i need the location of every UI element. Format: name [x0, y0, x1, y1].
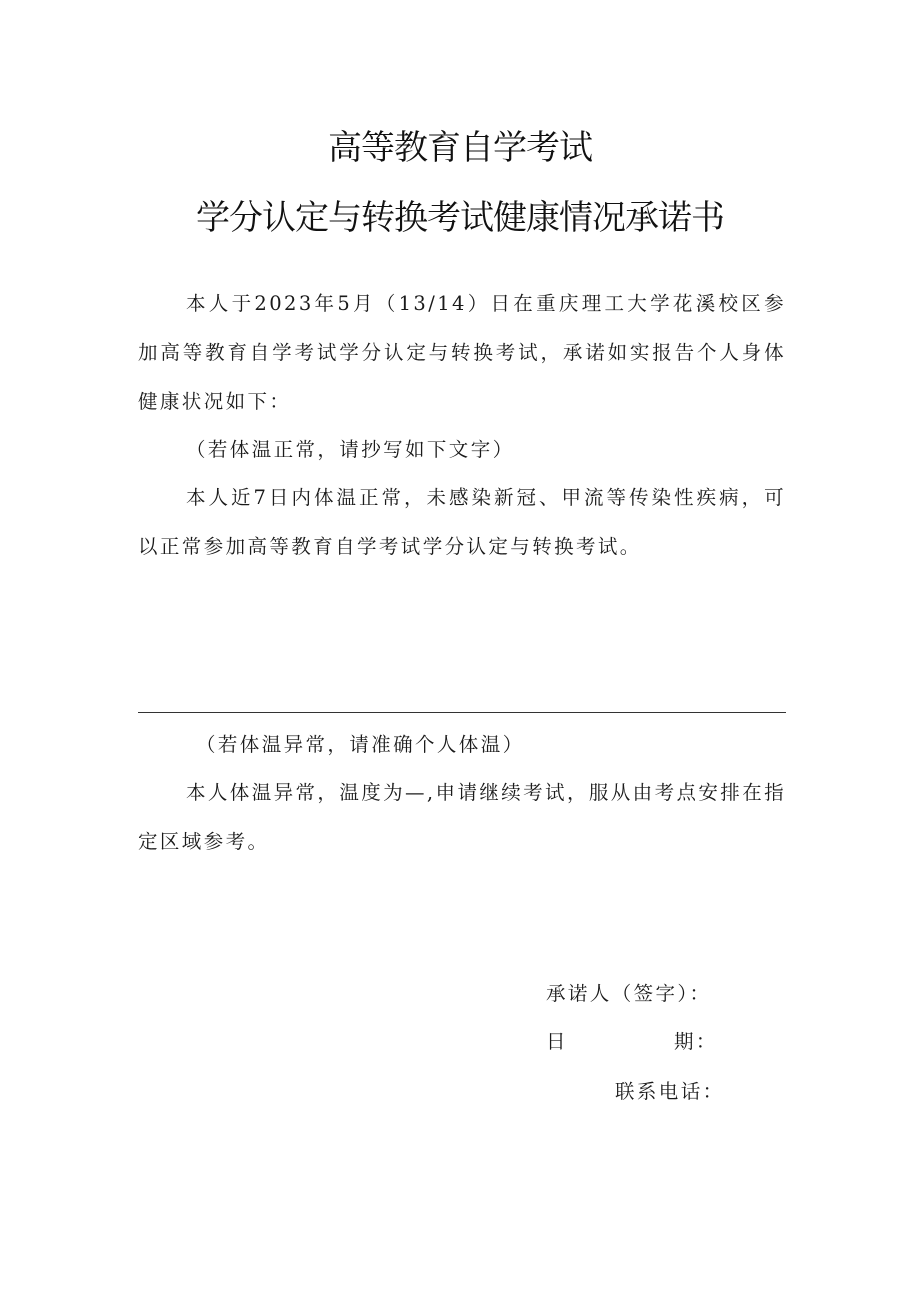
intro-paragraph: 本人于2023年5月（13/14）日在重庆理工大学花溪校区参加高等教育自学考试学分认定与转换考试，承诺如实报告个人身体健康状况如下：: [138, 292, 786, 413]
abnormal-temperature-instruction: （若体温异常，请准确个人体温）: [196, 733, 525, 756]
signer-label: 承诺人（签字）：: [546, 982, 712, 1005]
document-title-line2: 学分认定与转换考试健康情况承诺书: [196, 198, 724, 238]
date-label-second-char: 期：: [674, 1030, 718, 1053]
abnormal-temperature-statement: 本人体温异常，温度为—,申请继续考试，服从由考点安排在指定区域参考。: [138, 781, 786, 853]
document-title-line1: 高等教育自学考试: [328, 128, 592, 168]
normal-temperature-instruction: （若体温正常，请抄写如下文字）: [186, 438, 515, 461]
section-divider: [138, 712, 786, 713]
date-label-first-char: 日: [546, 1030, 568, 1053]
normal-temperature-statement: 本人近7日内体温正常，未感染新冠、甲流等传染性疾病，可以正常参加高等教育自学考试学分认定与转换考试。: [138, 486, 786, 558]
phone-label: 联系电话：: [615, 1080, 725, 1103]
